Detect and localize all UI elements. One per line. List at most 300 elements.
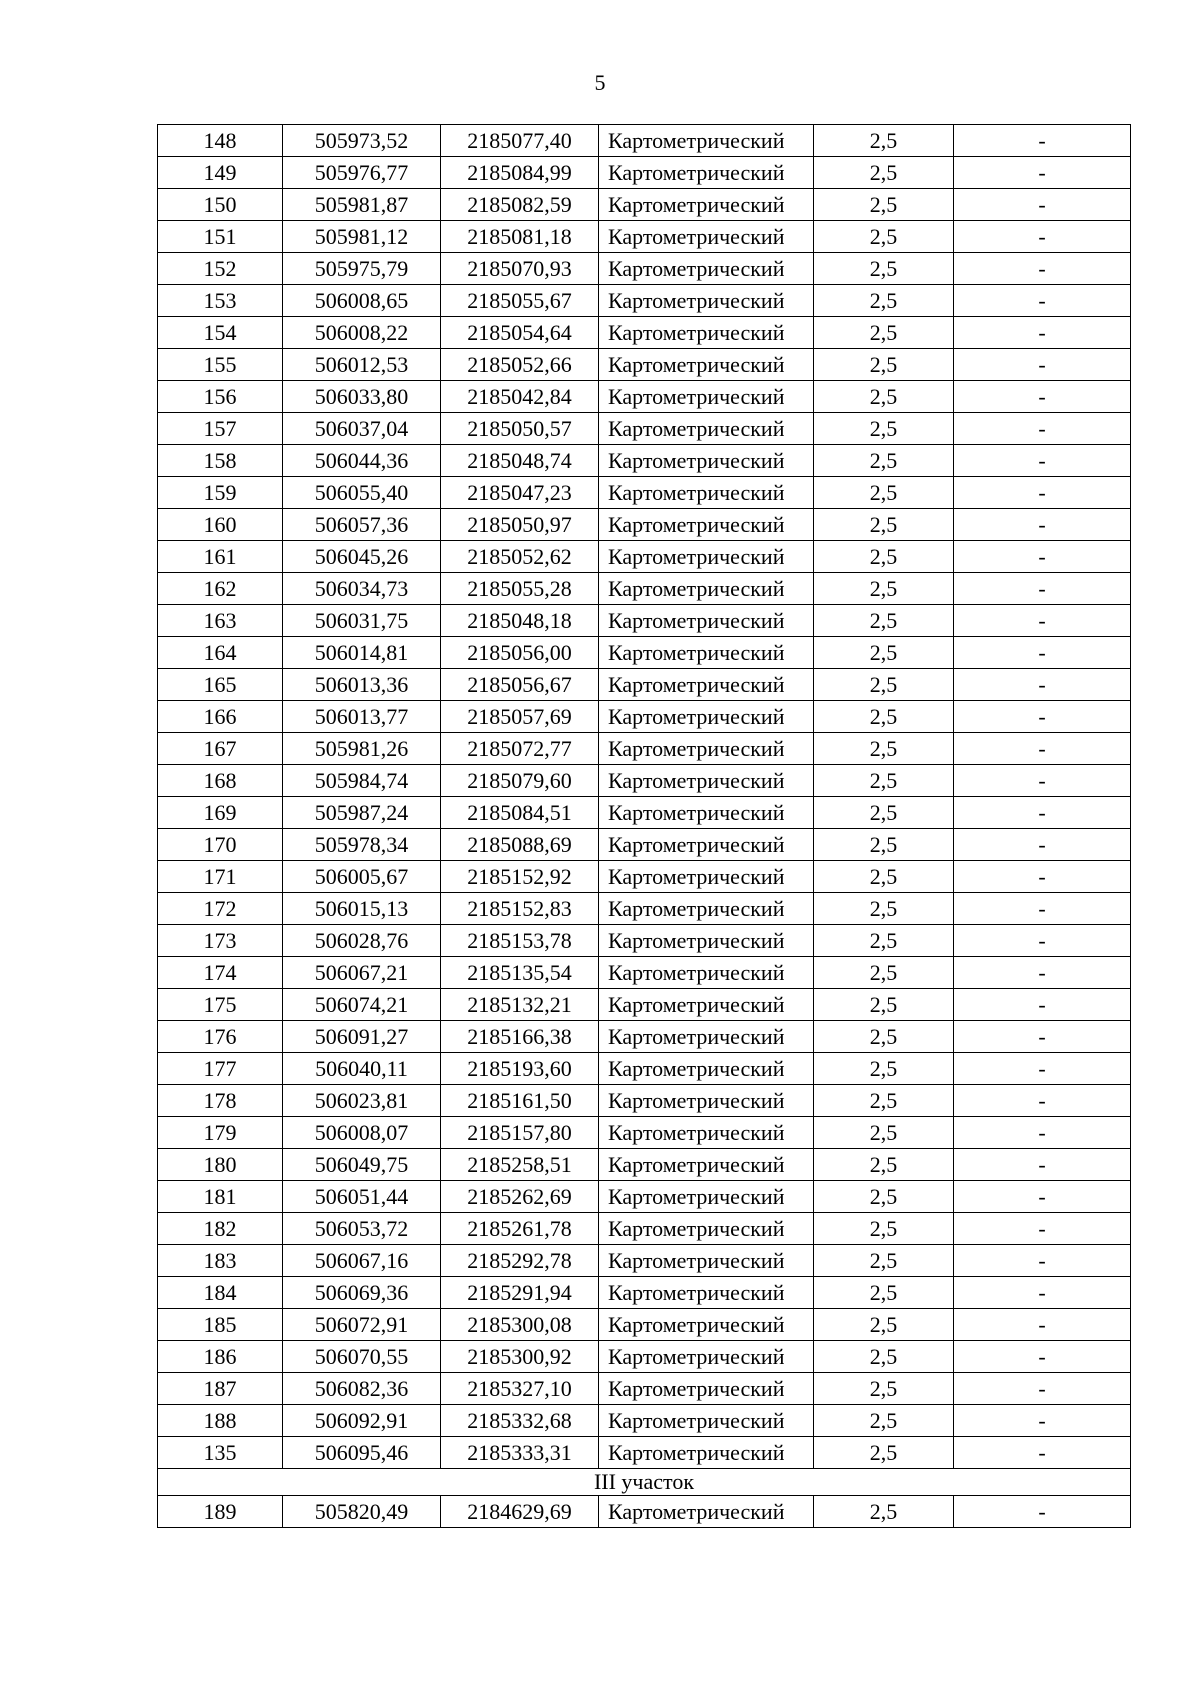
table-row <box>158 445 1131 477</box>
y-coordinate-cell: 2185261,78 <box>441 1213 599 1245</box>
point-number-cell: 171 <box>158 861 283 893</box>
x-coordinate-cell: 506049,75 <box>283 1149 441 1181</box>
section-row <box>158 1469 1131 1496</box>
point-number-cell: 184 <box>158 1277 283 1309</box>
extra-cell: - <box>954 573 1131 605</box>
table-row <box>158 1149 1131 1181</box>
table-row <box>158 509 1131 541</box>
accuracy-cell: 2,5 <box>814 1309 954 1341</box>
extra-cell: - <box>954 829 1131 861</box>
accuracy-cell: 2,5 <box>814 925 954 957</box>
y-coordinate-cell: 2185081,18 <box>441 221 599 253</box>
accuracy-cell: 2,5 <box>814 1341 954 1373</box>
y-coordinate-cell: 2185048,18 <box>441 605 599 637</box>
point-number-cell: 178 <box>158 1085 283 1117</box>
y-coordinate-cell: 2185082,59 <box>441 189 599 221</box>
extra-cell: - <box>954 925 1131 957</box>
accuracy-cell: 2,5 <box>814 1277 954 1309</box>
method-cell: Картометрический <box>599 317 814 349</box>
accuracy-cell: 2,5 <box>814 573 954 605</box>
x-coordinate-cell: 506057,36 <box>283 509 441 541</box>
accuracy-cell: 2,5 <box>814 957 954 989</box>
point-number-cell: 174 <box>158 957 283 989</box>
table-row <box>158 1213 1131 1245</box>
method-cell: Картометрический <box>599 637 814 669</box>
point-number-cell: 163 <box>158 605 283 637</box>
extra-cell: - <box>954 317 1131 349</box>
method-cell: Картометрический <box>599 1277 814 1309</box>
extra-cell: - <box>954 605 1131 637</box>
method-cell: Картометрический <box>599 189 814 221</box>
x-coordinate-cell: 505820,49 <box>283 1496 441 1528</box>
point-number-cell: 179 <box>158 1117 283 1149</box>
x-coordinate-cell: 506034,73 <box>283 573 441 605</box>
extra-cell: - <box>954 189 1131 221</box>
y-coordinate-cell: 2185079,60 <box>441 765 599 797</box>
table-row <box>158 1496 1131 1528</box>
accuracy-cell: 2,5 <box>814 1085 954 1117</box>
point-number-cell: 161 <box>158 541 283 573</box>
page-number: 5 <box>594 70 606 95</box>
extra-cell: - <box>954 957 1131 989</box>
table-row <box>158 797 1131 829</box>
table-row <box>158 125 1131 157</box>
accuracy-cell: 2,5 <box>814 1181 954 1213</box>
x-coordinate-cell: 505976,77 <box>283 157 441 189</box>
table-row <box>158 1053 1131 1085</box>
x-coordinate-cell: 506014,81 <box>283 637 441 669</box>
accuracy-cell: 2,5 <box>814 733 954 765</box>
table-row <box>158 477 1131 509</box>
table-row <box>158 1341 1131 1373</box>
extra-cell: - <box>954 477 1131 509</box>
accuracy-cell: 2,5 <box>814 1213 954 1245</box>
table-row <box>158 1373 1131 1405</box>
extra-cell: - <box>954 157 1131 189</box>
table-row <box>158 989 1131 1021</box>
table-row <box>158 541 1131 573</box>
table-row <box>158 1277 1131 1309</box>
extra-cell: - <box>954 349 1131 381</box>
accuracy-cell: 2,5 <box>814 605 954 637</box>
x-coordinate-cell: 506092,91 <box>283 1405 441 1437</box>
y-coordinate-cell: 2185055,28 <box>441 573 599 605</box>
accuracy-cell: 2,5 <box>814 1245 954 1277</box>
point-number-cell: 158 <box>158 445 283 477</box>
method-cell: Картометрический <box>599 477 814 509</box>
x-coordinate-cell: 506067,21 <box>283 957 441 989</box>
extra-cell: - <box>954 1405 1131 1437</box>
point-number-cell: 180 <box>158 1149 283 1181</box>
point-number-cell: 168 <box>158 765 283 797</box>
x-coordinate-cell: 506008,22 <box>283 317 441 349</box>
accuracy-cell: 2,5 <box>814 989 954 1021</box>
x-coordinate-cell: 506095,46 <box>283 1437 441 1469</box>
x-coordinate-cell: 505973,52 <box>283 125 441 157</box>
point-number-cell: 186 <box>158 1341 283 1373</box>
accuracy-cell: 2,5 <box>814 509 954 541</box>
y-coordinate-cell: 2185157,80 <box>441 1117 599 1149</box>
x-coordinate-cell: 506031,75 <box>283 605 441 637</box>
accuracy-cell: 2,5 <box>814 1405 954 1437</box>
method-cell: Картометрический <box>599 669 814 701</box>
extra-cell: - <box>954 893 1131 925</box>
point-number-cell: 150 <box>158 189 283 221</box>
method-cell: Картометрический <box>599 797 814 829</box>
y-coordinate-cell: 2185056,00 <box>441 637 599 669</box>
extra-cell: - <box>954 637 1131 669</box>
extra-cell: - <box>954 861 1131 893</box>
accuracy-cell: 2,5 <box>814 541 954 573</box>
extra-cell: - <box>954 797 1131 829</box>
table-row <box>158 861 1131 893</box>
table-row <box>158 1085 1131 1117</box>
accuracy-cell: 2,5 <box>814 765 954 797</box>
y-coordinate-cell: 2185056,67 <box>441 669 599 701</box>
point-number-cell: 156 <box>158 381 283 413</box>
accuracy-cell: 2,5 <box>814 701 954 733</box>
method-cell: Картометрический <box>599 1085 814 1117</box>
point-number-cell: 187 <box>158 1373 283 1405</box>
y-coordinate-cell: 2185193,60 <box>441 1053 599 1085</box>
method-cell: Картометрический <box>599 1309 814 1341</box>
y-coordinate-cell: 2185292,78 <box>441 1245 599 1277</box>
accuracy-cell: 2,5 <box>814 1373 954 1405</box>
x-coordinate-cell: 506040,11 <box>283 1053 441 1085</box>
method-cell: Картометрический <box>599 1437 814 1469</box>
method-cell: Картометрический <box>599 1373 814 1405</box>
point-number-cell: 159 <box>158 477 283 509</box>
extra-cell: - <box>954 1053 1131 1085</box>
point-number-cell: 149 <box>158 157 283 189</box>
extra-cell: - <box>954 1309 1131 1341</box>
method-cell: Картометрический <box>599 1496 814 1528</box>
x-coordinate-cell: 506069,36 <box>283 1277 441 1309</box>
extra-cell: - <box>954 1117 1131 1149</box>
method-cell: Картометрический <box>599 285 814 317</box>
extra-cell: - <box>954 701 1131 733</box>
coordinates-table <box>157 124 1131 1528</box>
table-row <box>158 1021 1131 1053</box>
extra-cell: - <box>954 445 1131 477</box>
coordinates-table-body <box>158 125 1131 1528</box>
point-number-cell: 160 <box>158 509 283 541</box>
method-cell: Картометрический <box>599 605 814 637</box>
accuracy-cell: 2,5 <box>814 1437 954 1469</box>
accuracy-cell: 2,5 <box>814 221 954 253</box>
accuracy-cell: 2,5 <box>814 285 954 317</box>
method-cell: Картометрический <box>599 253 814 285</box>
x-coordinate-cell: 506012,53 <box>283 349 441 381</box>
x-coordinate-cell: 506072,91 <box>283 1309 441 1341</box>
method-cell: Картометрический <box>599 349 814 381</box>
x-coordinate-cell: 506044,36 <box>283 445 441 477</box>
accuracy-cell: 2,5 <box>814 1021 954 1053</box>
x-coordinate-cell: 505987,24 <box>283 797 441 829</box>
x-coordinate-cell: 506008,65 <box>283 285 441 317</box>
table-row <box>158 1181 1131 1213</box>
extra-cell: - <box>954 733 1131 765</box>
x-coordinate-cell: 506055,40 <box>283 477 441 509</box>
accuracy-cell: 2,5 <box>814 1496 954 1528</box>
method-cell: Картометрический <box>599 765 814 797</box>
extra-cell: - <box>954 221 1131 253</box>
accuracy-cell: 2,5 <box>814 157 954 189</box>
table-row <box>158 189 1131 221</box>
point-number-cell: 173 <box>158 925 283 957</box>
y-coordinate-cell: 2185166,38 <box>441 1021 599 1053</box>
method-cell: Картометрический <box>599 1245 814 1277</box>
point-number-cell: 169 <box>158 797 283 829</box>
y-coordinate-cell: 2185052,62 <box>441 541 599 573</box>
x-coordinate-cell: 505981,87 <box>283 189 441 221</box>
table-row <box>158 637 1131 669</box>
point-number-cell: 188 <box>158 1405 283 1437</box>
x-coordinate-cell: 506074,21 <box>283 989 441 1021</box>
accuracy-cell: 2,5 <box>814 893 954 925</box>
y-coordinate-cell: 2185055,67 <box>441 285 599 317</box>
point-number-cell: 167 <box>158 733 283 765</box>
table-row <box>158 285 1131 317</box>
accuracy-cell: 2,5 <box>814 253 954 285</box>
table-row <box>158 669 1131 701</box>
extra-cell: - <box>954 1181 1131 1213</box>
y-coordinate-cell: 2185088,69 <box>441 829 599 861</box>
extra-cell: - <box>954 125 1131 157</box>
y-coordinate-cell: 2185070,93 <box>441 253 599 285</box>
x-coordinate-cell: 506028,76 <box>283 925 441 957</box>
y-coordinate-cell: 2185084,99 <box>441 157 599 189</box>
accuracy-cell: 2,5 <box>814 797 954 829</box>
method-cell: Картометрический <box>599 157 814 189</box>
point-number-cell: 153 <box>158 285 283 317</box>
method-cell: Картометрический <box>599 1053 814 1085</box>
point-number-cell: 172 <box>158 893 283 925</box>
x-coordinate-cell: 506033,80 <box>283 381 441 413</box>
accuracy-cell: 2,5 <box>814 637 954 669</box>
point-number-cell: 154 <box>158 317 283 349</box>
extra-cell: - <box>954 1437 1131 1469</box>
extra-cell: - <box>954 285 1131 317</box>
x-coordinate-cell: 505981,12 <box>283 221 441 253</box>
extra-cell: - <box>954 1341 1131 1373</box>
y-coordinate-cell: 2185333,31 <box>441 1437 599 1469</box>
y-coordinate-cell: 2185054,64 <box>441 317 599 349</box>
table-row <box>158 605 1131 637</box>
extra-cell: - <box>954 1277 1131 1309</box>
method-cell: Картометрический <box>599 1149 814 1181</box>
method-cell: Картометрический <box>599 413 814 445</box>
y-coordinate-cell: 2185291,94 <box>441 1277 599 1309</box>
point-number-cell: 182 <box>158 1213 283 1245</box>
y-coordinate-cell: 2185084,51 <box>441 797 599 829</box>
accuracy-cell: 2,5 <box>814 669 954 701</box>
point-number-cell: 162 <box>158 573 283 605</box>
table-row <box>158 1309 1131 1341</box>
y-coordinate-cell: 2185050,97 <box>441 509 599 541</box>
accuracy-cell: 2,5 <box>814 317 954 349</box>
y-coordinate-cell: 2185050,57 <box>441 413 599 445</box>
point-number-cell: 170 <box>158 829 283 861</box>
method-cell: Картометрический <box>599 1213 814 1245</box>
accuracy-cell: 2,5 <box>814 381 954 413</box>
y-coordinate-cell: 2185300,92 <box>441 1341 599 1373</box>
accuracy-cell: 2,5 <box>814 349 954 381</box>
table-row <box>158 829 1131 861</box>
method-cell: Картометрический <box>599 573 814 605</box>
extra-cell: - <box>954 509 1131 541</box>
point-number-cell: 151 <box>158 221 283 253</box>
y-coordinate-cell: 2185258,51 <box>441 1149 599 1181</box>
method-cell: Картометрический <box>599 541 814 573</box>
table-row <box>158 701 1131 733</box>
method-cell: Картометрический <box>599 925 814 957</box>
table-row <box>158 925 1131 957</box>
y-coordinate-cell: 2185047,23 <box>441 477 599 509</box>
point-number-cell: 181 <box>158 1181 283 1213</box>
extra-cell: - <box>954 1496 1131 1528</box>
x-coordinate-cell: 506015,13 <box>283 893 441 925</box>
x-coordinate-cell: 506023,81 <box>283 1085 441 1117</box>
y-coordinate-cell: 2185327,10 <box>441 1373 599 1405</box>
extra-cell: - <box>954 1021 1131 1053</box>
point-number-cell: 183 <box>158 1245 283 1277</box>
method-cell: Картометрический <box>599 893 814 925</box>
extra-cell: - <box>954 669 1131 701</box>
x-coordinate-cell: 506013,36 <box>283 669 441 701</box>
method-cell: Картометрический <box>599 733 814 765</box>
extra-cell: - <box>954 765 1131 797</box>
x-coordinate-cell: 505981,26 <box>283 733 441 765</box>
accuracy-cell: 2,5 <box>814 1053 954 1085</box>
method-cell: Картометрический <box>599 1341 814 1373</box>
method-cell: Картометрический <box>599 861 814 893</box>
point-number-cell: 157 <box>158 413 283 445</box>
extra-cell: - <box>954 1085 1131 1117</box>
point-number-cell: 177 <box>158 1053 283 1085</box>
table-row <box>158 381 1131 413</box>
point-number-cell: 148 <box>158 125 283 157</box>
y-coordinate-cell: 2185153,78 <box>441 925 599 957</box>
accuracy-cell: 2,5 <box>814 125 954 157</box>
x-coordinate-cell: 506051,44 <box>283 1181 441 1213</box>
table-row <box>158 957 1131 989</box>
point-number-cell: 176 <box>158 1021 283 1053</box>
y-coordinate-cell: 2185132,21 <box>441 989 599 1021</box>
extra-cell: - <box>954 1213 1131 1245</box>
extra-cell: - <box>954 381 1131 413</box>
x-coordinate-cell: 505975,79 <box>283 253 441 285</box>
accuracy-cell: 2,5 <box>814 861 954 893</box>
table-row <box>158 221 1131 253</box>
method-cell: Картометрический <box>599 701 814 733</box>
method-cell: Картометрический <box>599 1181 814 1213</box>
y-coordinate-cell: 2185042,84 <box>441 381 599 413</box>
extra-cell: - <box>954 1245 1131 1277</box>
method-cell: Картометрический <box>599 989 814 1021</box>
method-cell: Картометрический <box>599 957 814 989</box>
table-row <box>158 765 1131 797</box>
extra-cell: - <box>954 413 1131 445</box>
method-cell: Картометрический <box>599 1021 814 1053</box>
y-coordinate-cell: 2185262,69 <box>441 1181 599 1213</box>
point-number-cell: 152 <box>158 253 283 285</box>
y-coordinate-cell: 2185077,40 <box>441 125 599 157</box>
extra-cell: - <box>954 541 1131 573</box>
table-row <box>158 157 1131 189</box>
extra-cell: - <box>954 253 1131 285</box>
method-cell: Картометрический <box>599 509 814 541</box>
x-coordinate-cell: 506045,26 <box>283 541 441 573</box>
y-coordinate-cell: 2185152,92 <box>441 861 599 893</box>
y-coordinate-cell: 2184629,69 <box>441 1496 599 1528</box>
accuracy-cell: 2,5 <box>814 1117 954 1149</box>
table-row <box>158 1245 1131 1277</box>
section-title: III участок <box>158 1469 1131 1496</box>
table-row <box>158 1117 1131 1149</box>
accuracy-cell: 2,5 <box>814 1149 954 1181</box>
point-number-cell: 185 <box>158 1309 283 1341</box>
y-coordinate-cell: 2185057,69 <box>441 701 599 733</box>
point-number-cell: 155 <box>158 349 283 381</box>
extra-cell: - <box>954 989 1131 1021</box>
x-coordinate-cell: 506005,67 <box>283 861 441 893</box>
table-row <box>158 1437 1131 1469</box>
table-row <box>158 733 1131 765</box>
method-cell: Картометрический <box>599 221 814 253</box>
y-coordinate-cell: 2185072,77 <box>441 733 599 765</box>
accuracy-cell: 2,5 <box>814 413 954 445</box>
method-cell: Картометрический <box>599 445 814 477</box>
method-cell: Картометрический <box>599 829 814 861</box>
method-cell: Картометрический <box>599 1405 814 1437</box>
x-coordinate-cell: 506037,04 <box>283 413 441 445</box>
y-coordinate-cell: 2185332,68 <box>441 1405 599 1437</box>
point-number-cell: 164 <box>158 637 283 669</box>
y-coordinate-cell: 2185135,54 <box>441 957 599 989</box>
accuracy-cell: 2,5 <box>814 477 954 509</box>
x-coordinate-cell: 506067,16 <box>283 1245 441 1277</box>
point-number-cell: 175 <box>158 989 283 1021</box>
y-coordinate-cell: 2185052,66 <box>441 349 599 381</box>
extra-cell: - <box>954 1149 1131 1181</box>
x-coordinate-cell: 506053,72 <box>283 1213 441 1245</box>
table-row <box>158 573 1131 605</box>
method-cell: Картометрический <box>599 1117 814 1149</box>
x-coordinate-cell: 506082,36 <box>283 1373 441 1405</box>
x-coordinate-cell: 506070,55 <box>283 1341 441 1373</box>
table-row <box>158 1405 1131 1437</box>
y-coordinate-cell: 2185152,83 <box>441 893 599 925</box>
table-row <box>158 349 1131 381</box>
point-number-cell: 189 <box>158 1496 283 1528</box>
x-coordinate-cell: 506013,77 <box>283 701 441 733</box>
accuracy-cell: 2,5 <box>814 189 954 221</box>
y-coordinate-cell: 2185161,50 <box>441 1085 599 1117</box>
point-number-cell: 135 <box>158 1437 283 1469</box>
extra-cell: - <box>954 1373 1131 1405</box>
point-number-cell: 166 <box>158 701 283 733</box>
x-coordinate-cell: 505984,74 <box>283 765 441 797</box>
table-row <box>158 893 1131 925</box>
x-coordinate-cell: 506008,07 <box>283 1117 441 1149</box>
accuracy-cell: 2,5 <box>814 829 954 861</box>
y-coordinate-cell: 2185048,74 <box>441 445 599 477</box>
table-row <box>158 317 1131 349</box>
method-cell: Картометрический <box>599 381 814 413</box>
y-coordinate-cell: 2185300,08 <box>441 1309 599 1341</box>
method-cell: Картометрический <box>599 125 814 157</box>
